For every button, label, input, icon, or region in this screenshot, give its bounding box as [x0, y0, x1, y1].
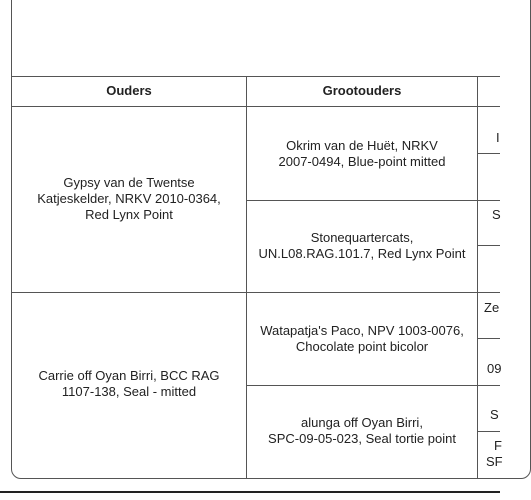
grandparent-4-line-1: alunga off Oyan Birri,: [301, 415, 423, 430]
grandparent-1-line-2: 2007-0494, Blue-point mitted: [278, 154, 446, 169]
grandparent-cell-2: [247, 230, 477, 262]
grandparent-cell-3: [247, 323, 477, 355]
header-bottom-rule: [12, 106, 500, 107]
clipped-rule-1: [478, 153, 500, 154]
clipped-fragment-2: S: [492, 207, 501, 222]
header-grandparents: Grootouders: [322, 83, 402, 98]
header-parents: Ouders: [106, 83, 152, 98]
grandparent-cell-1: [247, 138, 477, 170]
grandparent-3-line-2: Chocolate point bicolor: [295, 339, 429, 354]
grandparent-3-line-1: Watapatja's Paco, NPV 1003-0076,: [260, 323, 464, 338]
header-top-rule: [12, 76, 500, 77]
grandparent-divider-3: [247, 385, 500, 386]
clipped-fragment-7: SF: [486, 454, 503, 469]
clipped-rule-2: [478, 245, 500, 246]
grandparent-cell-4: [247, 415, 477, 447]
clipped-rule-4: [478, 431, 500, 432]
clipped-fragment-1: I: [496, 130, 500, 145]
grandparent-2-line-2: UN.L08.RAG.101.7, Red Lynx Point: [258, 246, 466, 261]
parent-cell-1: Gypsy van de Twentse Katjeskelder, NRKV 2010-0364, Red Lynx Point: [37, 175, 221, 222]
clipped-rule-3: [478, 338, 500, 339]
clipped-fragment-3: Ze: [484, 300, 500, 315]
grandparent-2-line-1: Stonequartercats,: [310, 230, 414, 245]
parent-divider: [12, 292, 500, 293]
grandparent-1-line-1: Okrim van de Huët, NRKV: [286, 138, 438, 153]
column-divider-2: [477, 76, 478, 479]
page-bottom-rule: [0, 491, 500, 493]
clipped-fragment-5: S: [490, 407, 499, 422]
grandparent-4-line-2: SPC-09-05-023, Seal tortie point: [268, 431, 456, 446]
clipped-fragment-4: 09: [487, 361, 502, 376]
grandparent-divider-1: [247, 200, 500, 201]
parent-cell-2: Carrie off Oyan Birri, BCC RAG 1107-138, Seal - mitted: [38, 368, 220, 399]
clipped-fragment-6: F: [494, 438, 502, 453]
